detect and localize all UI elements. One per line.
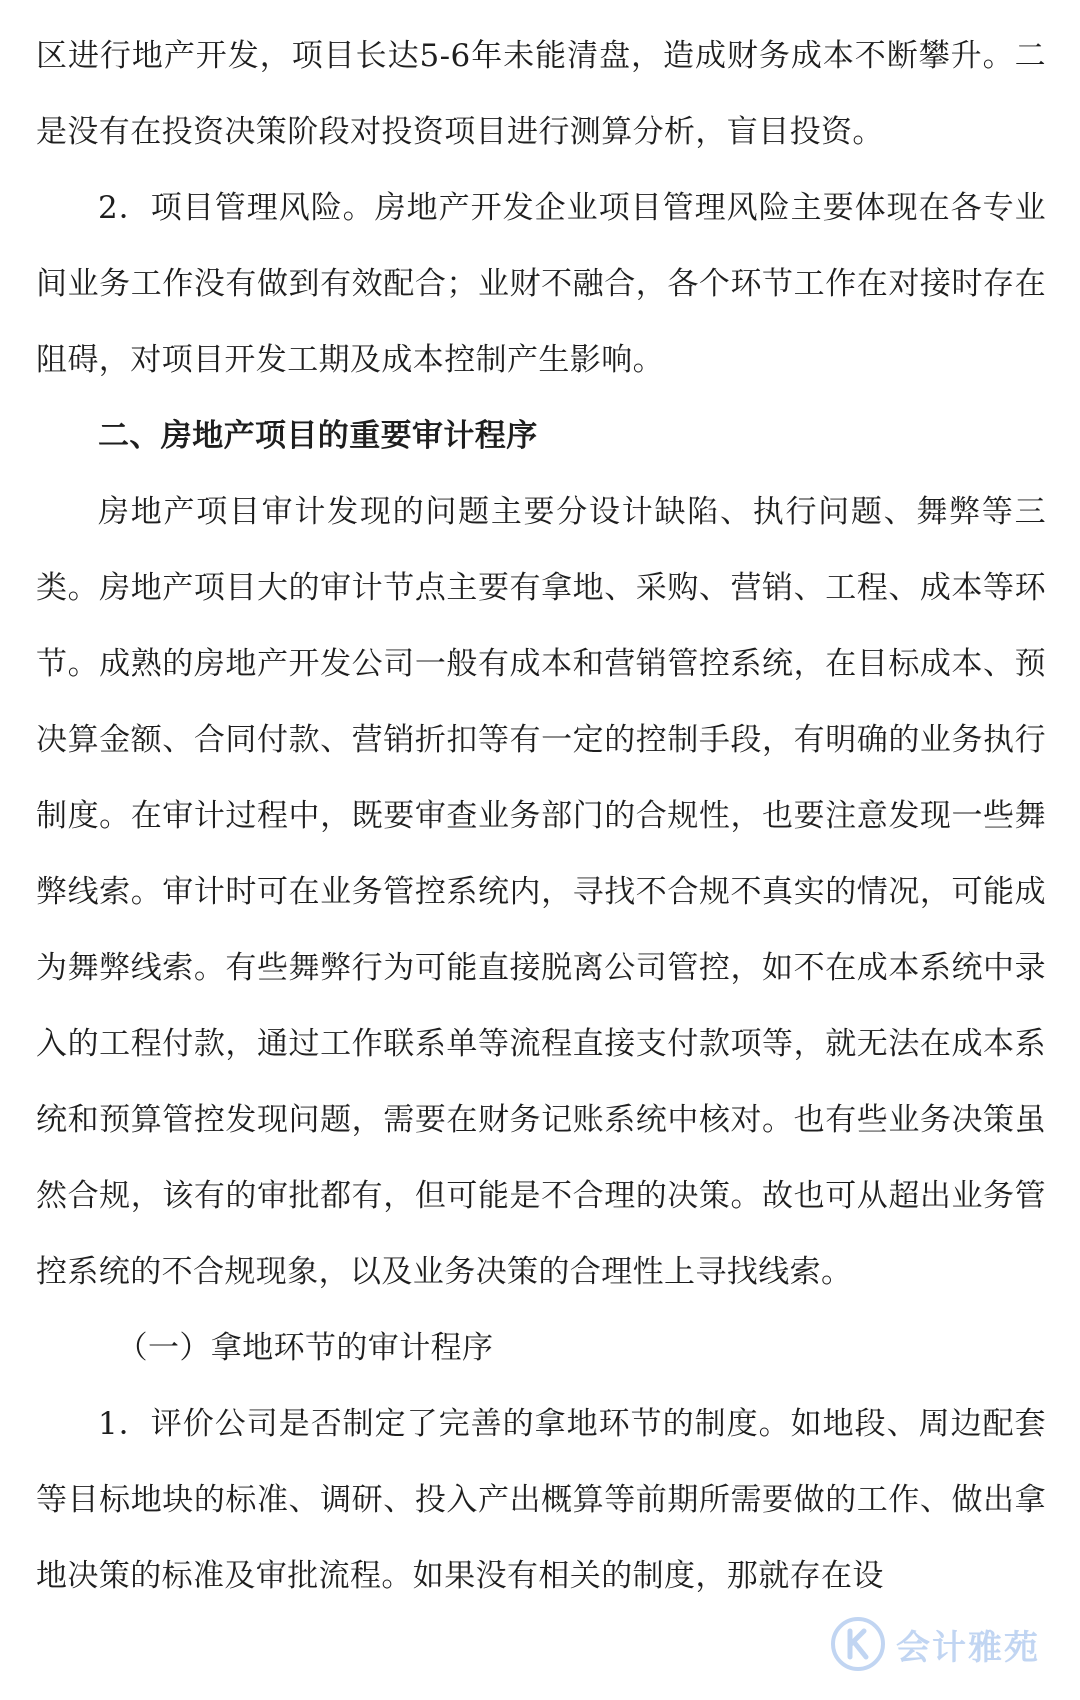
watermark-text: 会计雅苑 (896, 1627, 1040, 1668)
paragraph-project-management-risk: 2．项目管理风险。房地产开发企业项目管理风险主要体现在各专业间业务工作没有做到有效配合；业财不融合，各个环节工作在对接时存在阻碍，对项目开发工期及成本控制产生影响。 (36, 190, 1046, 378)
document-body (36, 18, 1046, 1614)
section-heading-audit-procedures: 二、房地产项目的重要审计程序 (98, 418, 538, 454)
watermark (830, 1616, 1040, 1672)
circle-k-logo-icon (830, 1616, 886, 1672)
paragraph-investment-risk-continued: 区进行地产开发，项目长达5-6年未能清盘，造成财务成本不断攀升。二是没有在投资决策阶段对投资项目进行测算分析，盲目投资。 (36, 38, 1046, 150)
subsection-heading-land-acquisition: （一）拿地环节的审计程序 (116, 1330, 494, 1366)
paragraph-evaluate-land-policy: 1．评价公司是否制定了完善的拿地环节的制度。如地段、周边配套等目标地块的标准、调研、投入产出概算等前期所需要做的工作、做出拿地决策的标准及审批流程。如果没有相关的制度，那就存在设 (36, 1406, 1046, 1594)
paragraph-audit-overview: 房地产项目审计发现的问题主要分设计缺陷、执行问题、舞弊等三类。房地产项目大的审计节点主要有拿地、采购、营销、工程、成本等环节。成熟的房地产开发公司一般有成本和营销管控系统，在目标成本、预决算金额、合同付款、营销折扣等有一定的控制手段，有明确的业务执行制度。在审计过程中，既要审查业务部门的合规性，也要注意发现一些舞弊线索。审计时可在业务管控系统内，寻找不合规不真实的情况，可能成为舞弊线索。有些舞弊行为可能直接脱离公司管控，如不在成本系统中录入的工程付款，通过工作联系单等流程直接支付款项等，就无法在成本系统和预算管控发现问题，需要在财务记账系统中核对。也有些业务决策虽然合规，该有的审批都有，但可能是不合理的决策。故也可从超出业务管控系统的不合规现象，以及业务决策的合理性上寻找线索。 (36, 494, 1046, 1290)
